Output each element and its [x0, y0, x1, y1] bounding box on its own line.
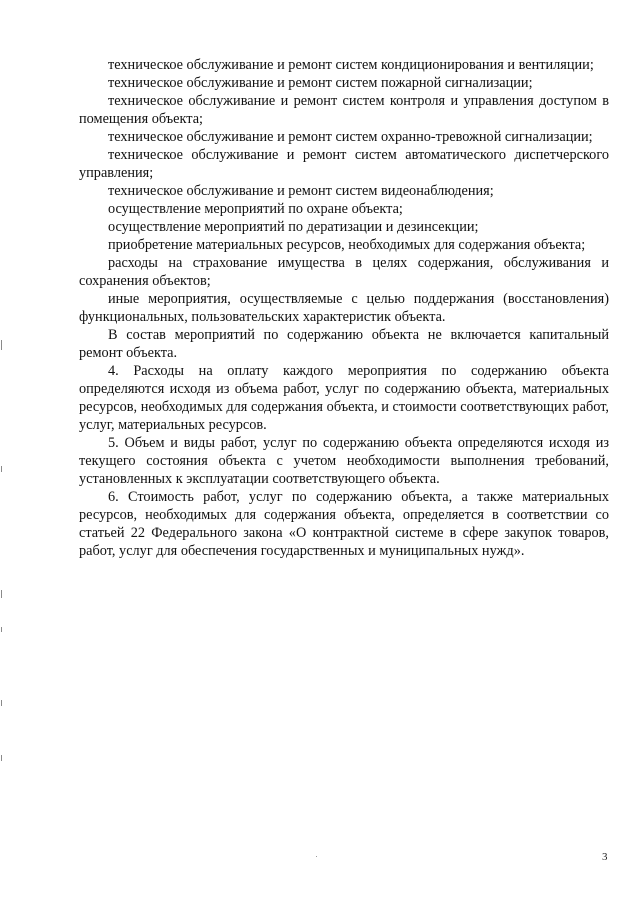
document-body — [79, 56, 609, 560]
paragraph: В состав мероприятий по содержанию объекта не включается капитальный ремонт объекта. — [79, 327, 609, 361]
page-number: 3 — [602, 851, 608, 863]
scan-edge-mark — [1, 755, 2, 761]
paragraph: техническое обслуживание и ремонт систем кондиционирования и вентиляции; — [108, 57, 594, 73]
paragraph: техническое обслуживание и ремонт систем контроля и управления доступом в помещения объекта; — [79, 93, 609, 127]
scan-edge-mark — [1, 590, 2, 598]
scan-edge-mark — [1, 700, 2, 706]
paragraph: техническое обслуживание и ремонт систем автоматического диспетчерского управления; — [79, 147, 609, 181]
paragraph: осуществление мероприятий по охране объекта; — [108, 201, 403, 217]
scan-speck — [316, 856, 317, 857]
scan-edge-mark — [1, 627, 2, 632]
paragraph: техническое обслуживание и ремонт систем видеонаблюдения; — [108, 183, 494, 199]
paragraph: осуществление мероприятий по дератизации и дезинсекции; — [108, 219, 479, 235]
paragraph: техническое обслуживание и ремонт систем пожарной сигнализации; — [108, 75, 533, 91]
paragraph: иные мероприятия, осуществляемые с целью поддержания (восстановления) функциональных, пользовательских характеристик объекта. — [79, 291, 609, 325]
scan-edge-mark — [1, 340, 2, 350]
paragraph: техническое обслуживание и ремонт систем охранно-тревожной сигнализации; — [108, 129, 593, 145]
paragraph: приобретение материальных ресурсов, необходимых для содержания объекта; — [108, 237, 586, 253]
paragraph: 4. Расходы на оплату каждого мероприятия по содержанию объекта определяются исходя из объема работ, услуг по содержанию объекта, материальных ресурсов, необходимых для содержания объекта, и стоимости соответствующих работ, услуг, материальных ресурсов. — [79, 363, 609, 433]
paragraph: 6. Стоимость работ, услуг по содержанию объекта, а также материальных ресурсов, необходимых для содержания объекта, определяется в соответствии со статьей 22 Федерального закона «О контрактной системе в сфере закупок товаров, работ, услуг для обеспечения государственных и муниципальных нужд». — [79, 489, 609, 559]
scan-edge-mark — [1, 466, 2, 472]
paragraph: расходы на страхование имущества в целях содержания, обслуживания и сохранения объектов; — [79, 255, 609, 289]
paragraph: 5. Объем и виды работ, услуг по содержанию объекта определяются исходя из текущего состояния объекта с учетом необходимости выполнения требований, установленных к эксплуатации соответствующего объекта. — [79, 435, 609, 487]
